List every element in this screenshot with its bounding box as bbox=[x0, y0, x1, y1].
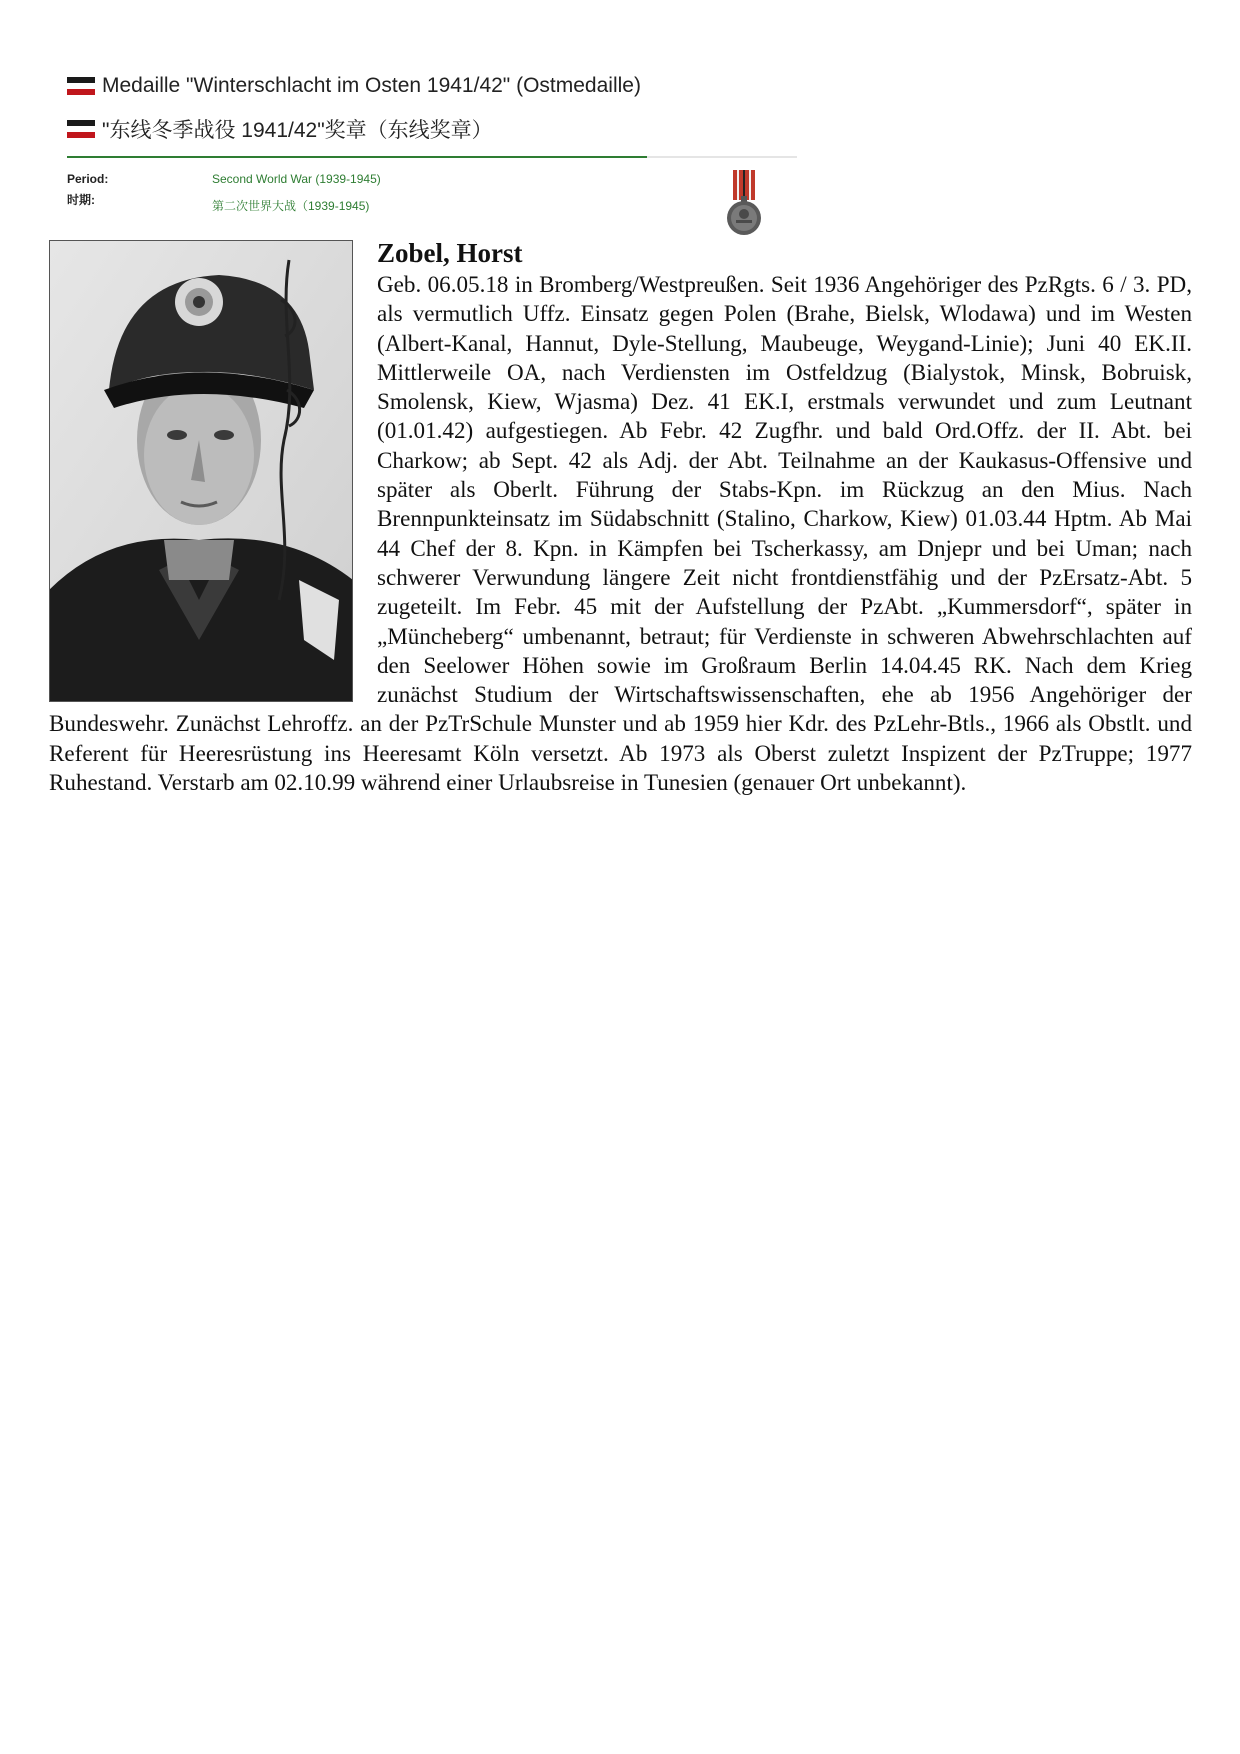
imperial-flag-icon bbox=[67, 77, 95, 96]
photo-spacer bbox=[49, 240, 353, 702]
medal-title-chinese bbox=[67, 114, 493, 144]
medal-title-chinese-text: "东线冬季战役 1941/42"奖章（东线奖章） bbox=[102, 119, 493, 142]
medal-title-german-text: Medaille "Winterschlacht im Osten 1941/42" (Ostmedaille) bbox=[102, 74, 641, 97]
header-divider bbox=[67, 156, 797, 158]
period-label: Period: bbox=[67, 172, 109, 186]
imperial-flag-icon bbox=[67, 120, 95, 139]
ostmedaille-icon bbox=[725, 170, 763, 236]
period-value-zh: 第二次世界大战（1939-1945) bbox=[212, 199, 370, 213]
biography bbox=[49, 240, 1192, 797]
medal-title-german bbox=[67, 74, 641, 98]
period-label-zh: 时期: bbox=[67, 193, 95, 207]
period-value: Second World War (1939-1945) bbox=[212, 172, 381, 186]
bio-text: Geb. 06.05.18 in Bromberg/Westpreußen. Seit 1936 Angehöriger des PzRgts. 6 / 3. PD, als vermutlich Uffz. Einsatz gegen Polen (Brahe, Bielsk, Wlodawa) und im Westen (Albert-Kanal, Hannut, Dyle-Stellung, Maubeuge, Weygand-Linie); Juni 40 EK.II. Mittlerweile OA, nach Verdiensten im Ostfeldzug (Bialystok, Minsk, Bobruisk, Smolensk, Kiew, Wjasma) Dez. 41 EK.I, erstmals verwundet und zum Leutnant (01.01.42) aufgestiegen. Ab Febr. 42 Zugfhr. und bald Ord.Offz. der II. Abt. bei Charkow; ab Sept. 42 als Adj. der Abt. Teilnahme an der Kaukasus-Offensive und später als Oberlt. Führung der Stabs-Kpn. im Rückzug an den Mius. Nach Brennpunkteinsatz im Südabschnitt (Stalino, Charkow, Kiew) 01.03.44 Hptm. Ab Mai 44 Chef der 8. Kpn. in Kämpfen bei Tscherkassy, am Dnjepr und bei Uman; nach schwerer Verwundung längere Zeit nicht frontdienstfähig und der PzErsatz-Abt. 5 zugeteilt. Im Febr. 45 mit der Aufstellung der PzAbt. „Kummersdorf“, später in „Müncheberg“ umbenannt, betraut; für Verdienste in schweren Abwehrschlachten auf den Seelower Höhen sowie im Großraum Berlin 14.04.45 RK. Nach dem Krieg zunächst Studium der Wirtschaftswissenschaften, ehe ab 1956 Angehöriger der Bundeswehr. Zunächst Lehroffz. an der PzTrSchule Munster und ab 1959 hier Kdr. des PzLehr-Btls., 1966 als Obstlt. und Referent für Heeresrüstung ins Heeresamt Köln versetzt. Ab 1973 als Oberst zuletzt Inspizent der PzTruppe; 1977 Ruhestand. Verstarb am 02.10.99 während einer Urlaubsreise in Tunesien (genauer Ort unbekannt). bbox=[49, 271, 1192, 796]
bio-name: Zobel, Horst bbox=[377, 238, 523, 268]
